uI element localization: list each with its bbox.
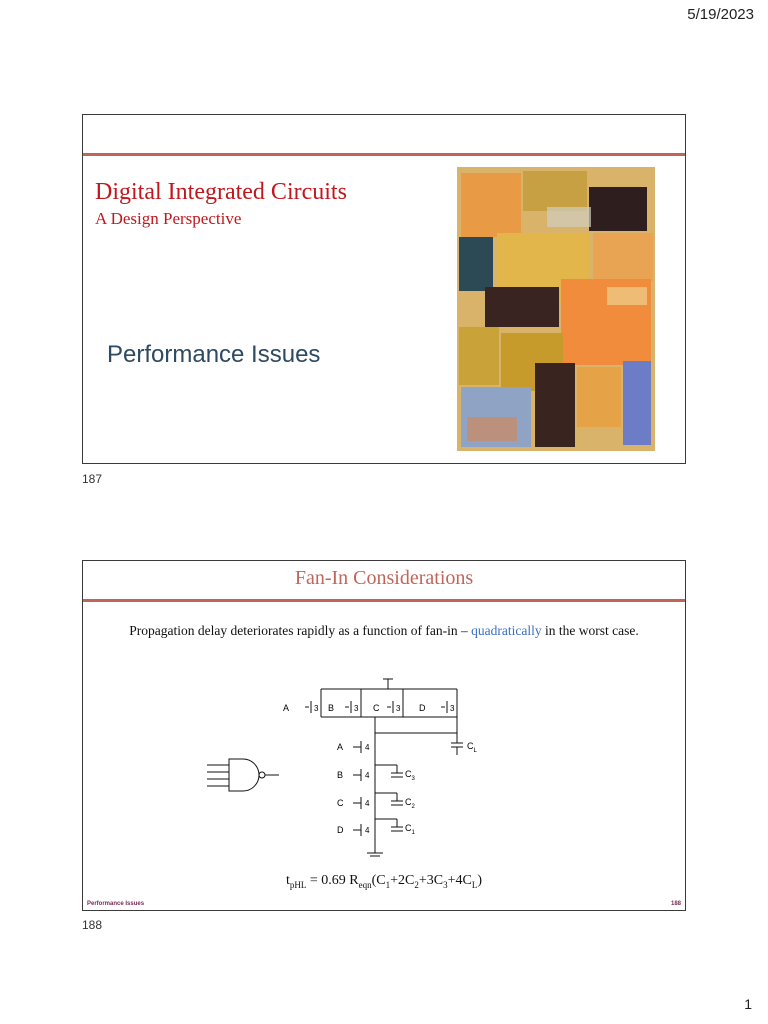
- pmos-label-b: B: [328, 703, 335, 713]
- slide-188: [82, 560, 686, 911]
- pmos-label-a: A: [283, 703, 290, 713]
- pmos-size-a: 3: [314, 704, 319, 713]
- slide-body: Propagation delay deteriorates rapidly as a function of fan-in – quadratically in the worst case.: [129, 623, 639, 638]
- nand4-circuit-diagram: [193, 673, 513, 863]
- slide-topic: Performance Issues: [107, 341, 321, 368]
- pmos-size-d: 3: [450, 704, 455, 713]
- cap-label-c3: $C_3$: [405, 769, 415, 782]
- title-rule: [83, 153, 685, 156]
- slide-footer-number: 188: [670, 901, 681, 907]
- nmos-label-c: C: [337, 798, 344, 808]
- pmos-size-b: 3: [354, 704, 359, 713]
- cap-label-c1: $C_1$: [405, 823, 415, 836]
- slide-number-187: 187: [82, 472, 103, 486]
- slide-footer-title: Performance Issues: [87, 901, 145, 907]
- title-rule: [83, 599, 685, 602]
- nmos-size-c: 4: [365, 799, 370, 808]
- pmos-label-d: D: [419, 703, 426, 713]
- pmos-size-c: 3: [396, 704, 401, 713]
- cap-label-cl: $C_L$: [467, 741, 477, 754]
- page-number: 1: [744, 996, 752, 1012]
- nmos-label-d: D: [337, 825, 344, 835]
- cap-label-c2: $C_2$: [405, 797, 415, 810]
- slide-title: Digital Integrated Circuits: [95, 179, 347, 205]
- delay-formula: $t_{pHL} = 0.69$ $R_{eqn}(C_1+2C_2+3C_3+4C_L)$: [286, 873, 482, 890]
- nmos-size-b: 4: [365, 771, 370, 780]
- abstract-painting: [457, 167, 655, 451]
- slide-subtitle: A Design Perspective: [95, 209, 242, 228]
- nmos-label-a: A: [337, 742, 344, 752]
- nmos-size-a: 4: [365, 743, 370, 752]
- nmos-size-d: 4: [365, 826, 370, 835]
- slide-187: [82, 114, 686, 464]
- pmos-label-c: C: [373, 703, 380, 713]
- slide-title: Fan-In Considerations: [294, 567, 474, 589]
- slide-number-188: 188: [82, 918, 103, 932]
- highlight-text: quadratically: [471, 623, 542, 638]
- page-date: 5/19/2023: [687, 6, 754, 23]
- nmos-label-b: B: [337, 770, 344, 780]
